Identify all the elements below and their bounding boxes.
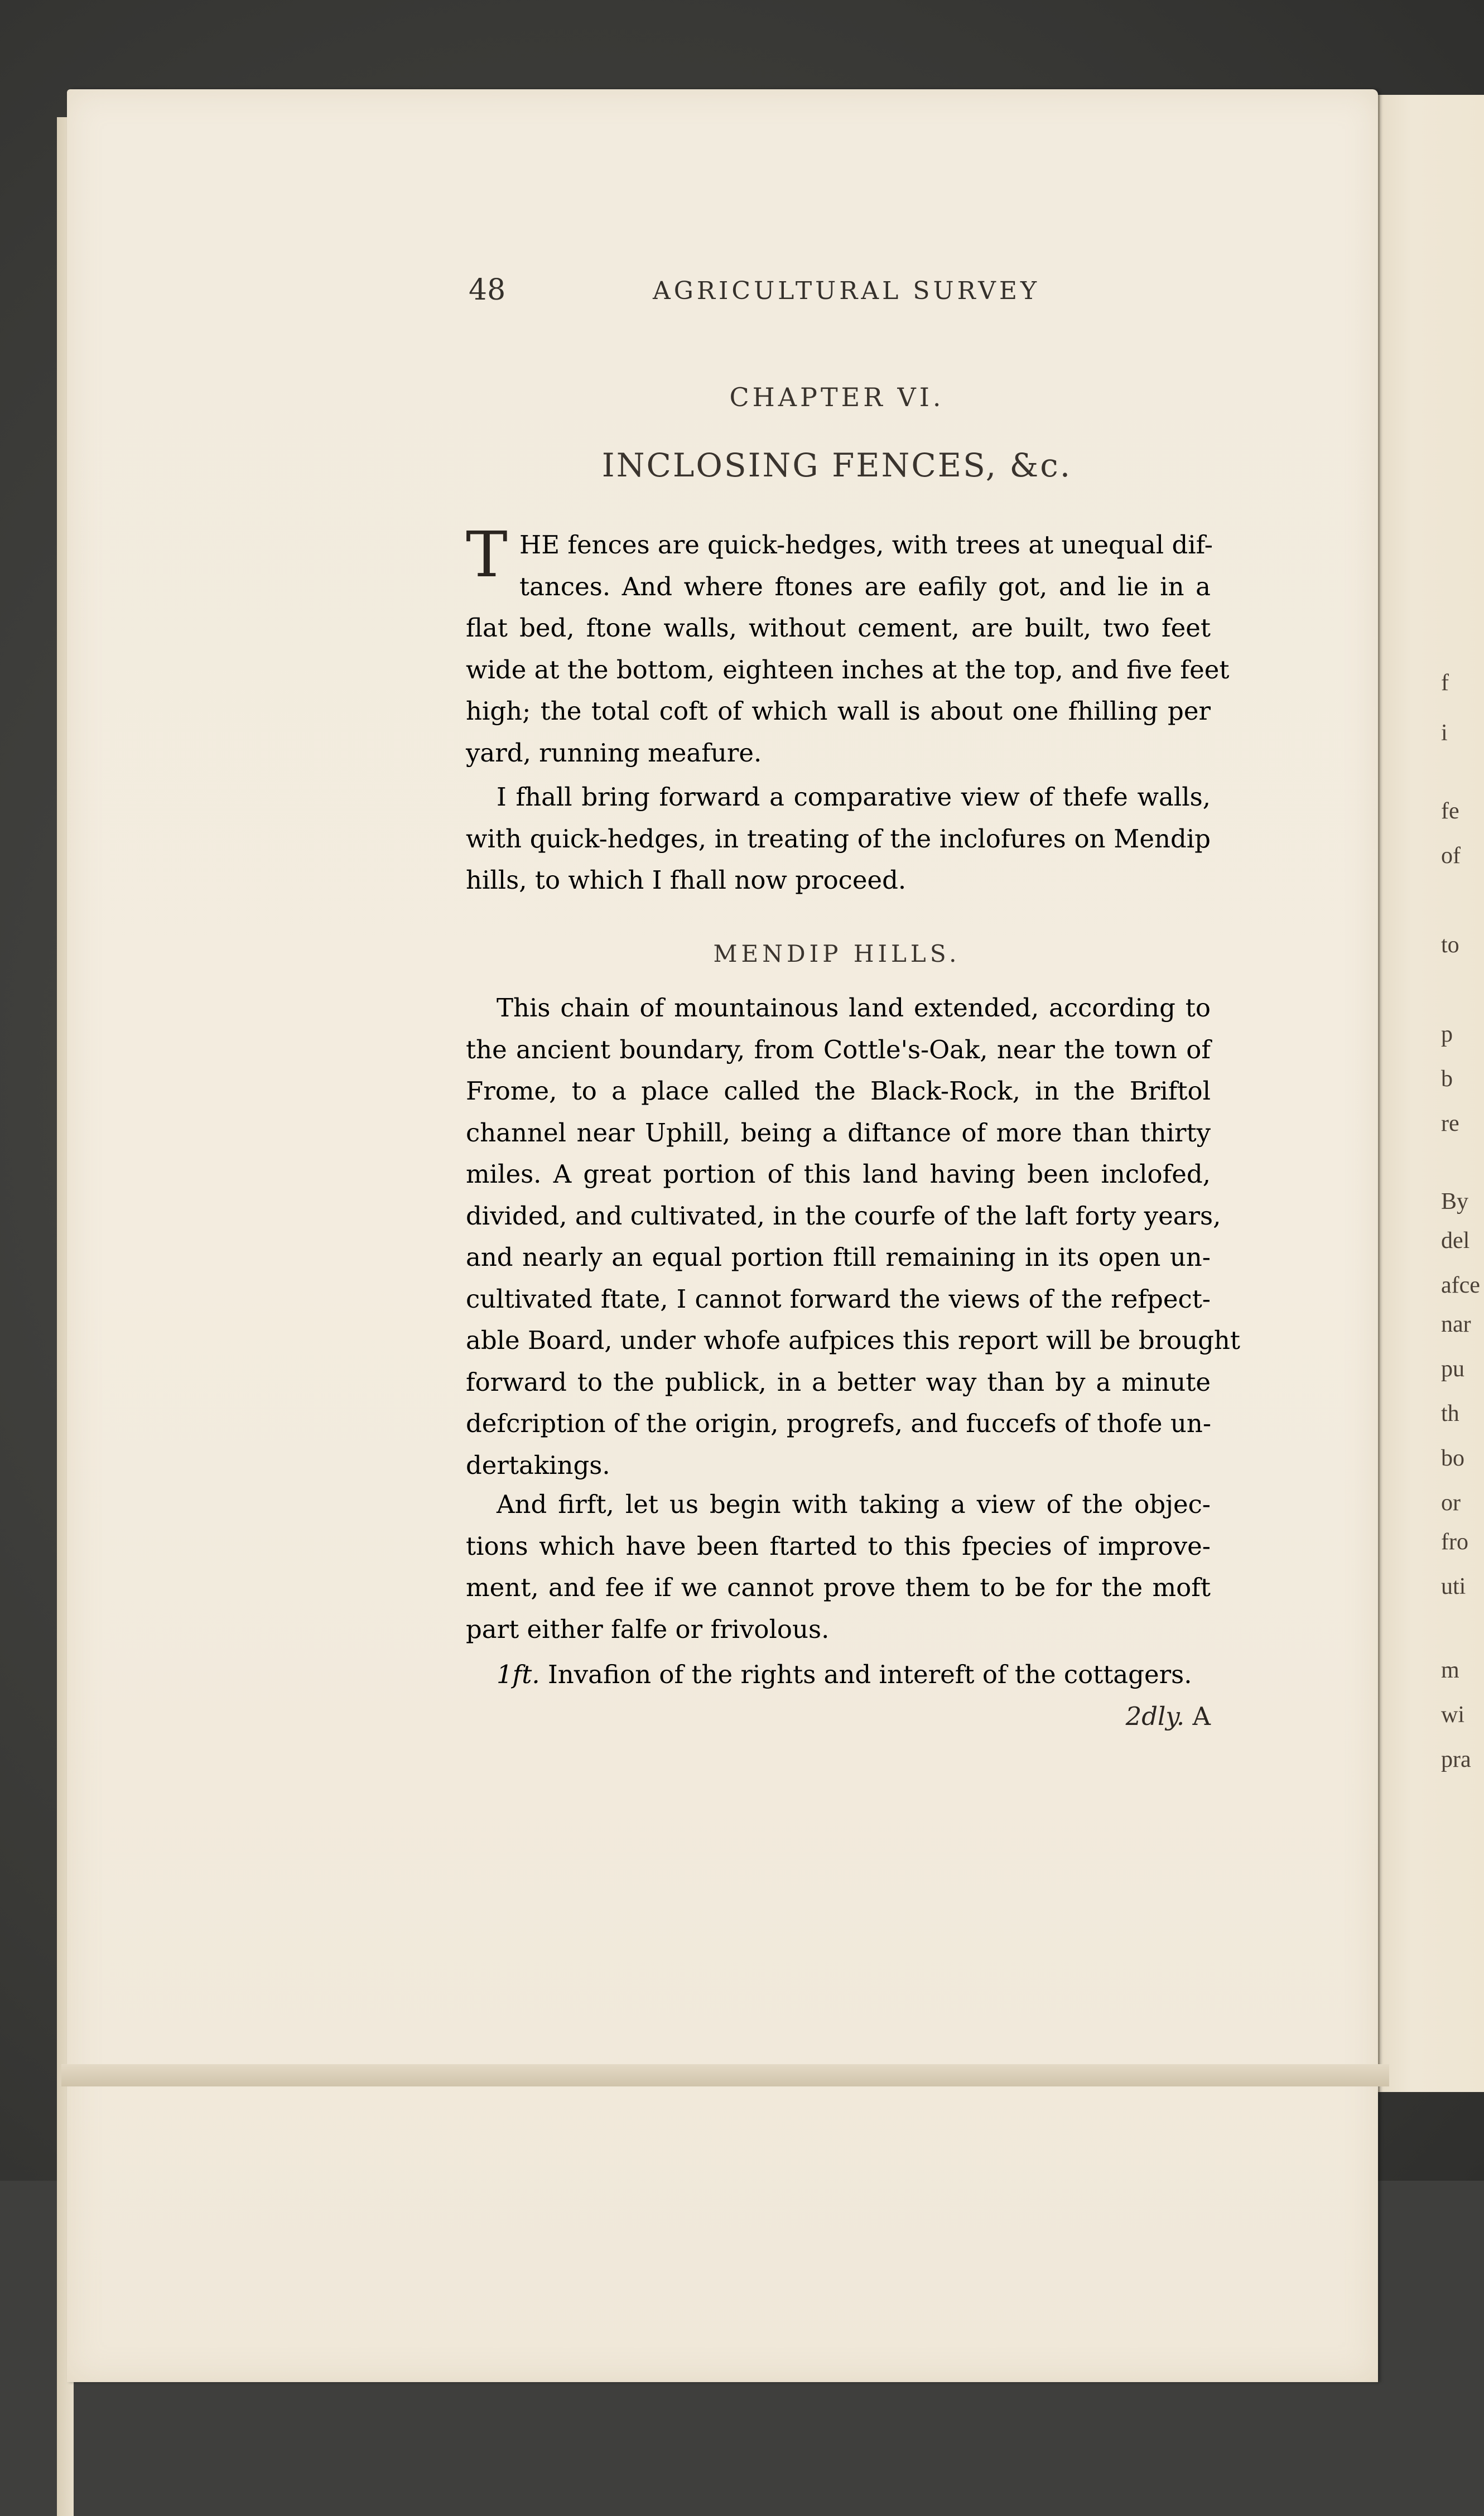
facing-page-fragment: m <box>1441 1657 1459 1683</box>
facing-page-fragment: p <box>1441 1021 1453 1047</box>
text-line: yard, running meafure. <box>466 738 762 768</box>
text-line: Frome, to a place called the Black-Rock, in the Briftol <box>466 1076 1211 1106</box>
facing-page-edge <box>1378 95 1484 2092</box>
facing-page-fragment: nar <box>1441 1312 1471 1337</box>
text-line: flat bed, ftone walls, without cement, are built, two feet <box>466 613 1211 643</box>
running-title: AGRICULTURAL SURVEY <box>653 277 1040 305</box>
facing-page-fragment: to <box>1441 932 1459 958</box>
text-line: the ancient boundary, from Cottle's-Oak, near the town of <box>466 1034 1211 1064</box>
facing-page-fragment: uti <box>1441 1574 1466 1599</box>
facing-page-fragment: wi <box>1441 1702 1464 1728</box>
paragraph-first-objection <box>466 1654 1211 1696</box>
text-line: cultivated ftate, I cannot forward the views of the refpect- <box>466 1284 1211 1314</box>
facing-page-fragment: th <box>1441 1401 1459 1426</box>
facing-page-fragment: afce <box>1441 1273 1480 1298</box>
text-line: high; the total coft of which wall is about one fhilling per <box>466 696 1211 726</box>
text-line: tions which have been ftarted to this fpecies of improve- <box>466 1531 1211 1561</box>
facing-page-fragment: f <box>1441 670 1449 696</box>
facing-page-fragment: fe <box>1441 798 1459 824</box>
text-line: part either falfe or frivolous. <box>466 1614 830 1644</box>
facing-page-fragment: of <box>1441 843 1461 869</box>
text-line: HE fences are quick-hedges, with trees at unequal dif- <box>519 530 1213 560</box>
paragraph-objections <box>466 1484 1211 1650</box>
page-bottom-edge <box>61 2064 1389 2086</box>
drop-cap: T <box>466 519 508 591</box>
text-line: defcription of the origin, progrefs, and fuccefs of thofe un- <box>466 1409 1212 1438</box>
facing-page-fragment: i <box>1441 720 1448 746</box>
text-line: wide at the bottom, eighteen inches at the top, and five feet <box>466 654 1230 685</box>
text-line: miles. A great portion of this land having been inclofed, <box>466 1159 1211 1189</box>
text-line: tances. And where ftones are eafily got, and lie in a <box>519 571 1211 601</box>
facing-page-fragment: b <box>1441 1066 1453 1092</box>
subheading-mendip-hills: MENDIP HILLS. <box>713 940 961 967</box>
objection-text: Invafion of the rights and intereft of the cottagers. <box>548 1660 1192 1689</box>
facing-page-fragment: fro <box>1441 1529 1468 1555</box>
text-line: forward to the publick, in a better way than by a minute <box>466 1367 1211 1397</box>
facing-page-fragment: pu <box>1441 1356 1464 1382</box>
paragraph-mendip <box>466 987 1240 1486</box>
paragraph-fences <box>466 519 1230 774</box>
catchword-word: A <box>1192 1702 1211 1731</box>
text-line: And firft, let us begin with taking a view of the objec- <box>497 1490 1211 1519</box>
text-line: dertakings. <box>466 1450 610 1480</box>
text-line: ment, and fee if we cannot prove them to be for the moft <box>466 1573 1211 1602</box>
text-line: divided, and cultivated, in the courfe of the laft forty years, <box>466 1201 1221 1231</box>
facing-page-fragment: By <box>1441 1189 1469 1214</box>
section-title: INCLOSING FENCES, &c. <box>601 446 1072 484</box>
facing-page-fragment: re <box>1441 1111 1459 1136</box>
chapter-heading: CHAPTER VI. <box>729 382 945 412</box>
paragraph-comparative-view <box>466 777 1211 902</box>
facing-page-fragment: or <box>1441 1490 1461 1516</box>
text-line: I fhall bring forward a comparative view of thefe walls, <box>497 782 1211 812</box>
text-line: This chain of mountainous land extended, according to <box>497 993 1211 1023</box>
text-line <box>466 1654 1211 1696</box>
text-line: channel near Uphill, being a diftance of more than thirty <box>466 1117 1211 1148</box>
page-number: 48 <box>469 273 506 307</box>
catchword-ordinal: 2dly. <box>1125 1702 1185 1731</box>
text-line: hills, to which I fhall now proceed. <box>466 865 907 895</box>
facing-page-fragment: bo <box>1441 1445 1464 1471</box>
text-line: with quick-hedges, in treating of the inclofures on Mendip <box>466 823 1211 854</box>
text-line: and nearly an equal portion ftill remaining in its open un- <box>466 1242 1211 1272</box>
facing-page-fragment: del <box>1441 1228 1470 1254</box>
text-line: able Board, under whofe aufpices this report will be brought <box>466 1326 1240 1355</box>
facing-page-fragment: pra <box>1441 1747 1471 1772</box>
ordinal: 1ft. <box>497 1660 540 1689</box>
catchword <box>1088 1702 1211 1731</box>
